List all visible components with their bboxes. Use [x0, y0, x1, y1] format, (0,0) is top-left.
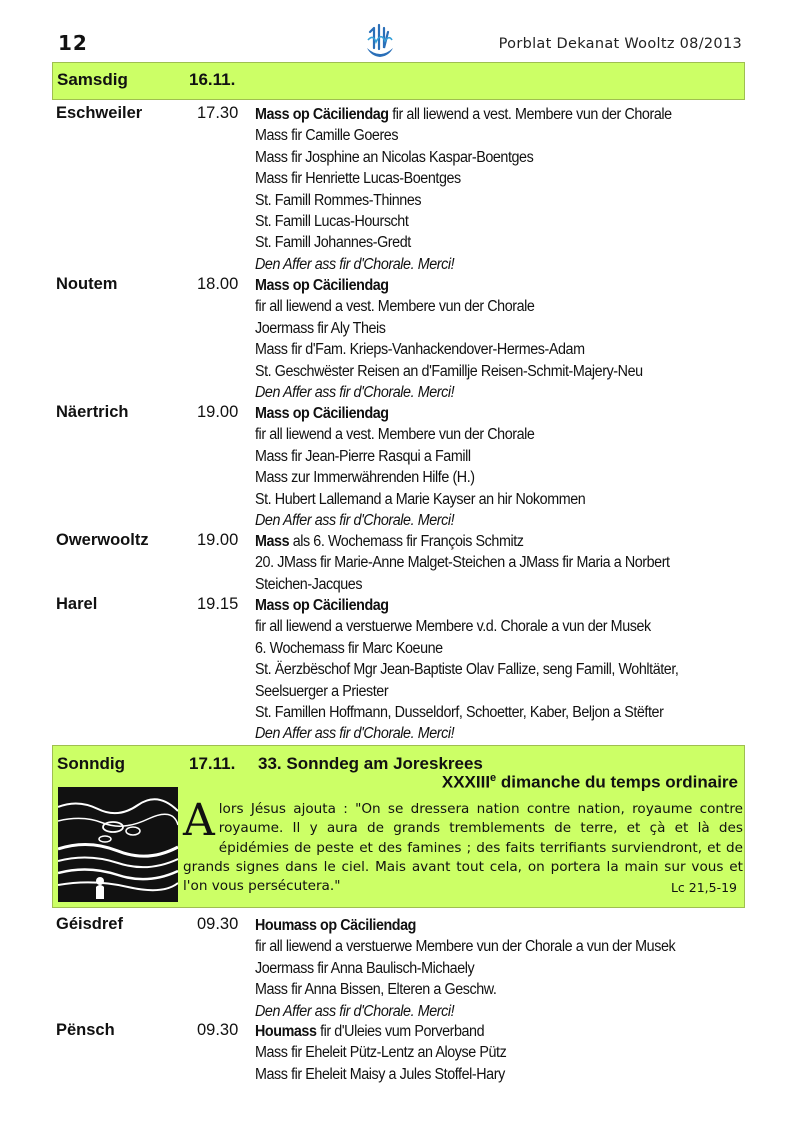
- intention-line: St. Famillen Hoffmann, Dusseldorf, Schoetter, Kaber, Beljon a Stëfter: [255, 704, 664, 722]
- gospel-quote: [183, 795, 743, 896]
- page-header: [0, 0, 800, 62]
- mass-time: 19.00: [197, 403, 239, 421]
- intention-line: St. Äerzbëschof Mgr Jean-Baptiste Olav Fallize, seng Famill, Wohltäter,: [255, 661, 679, 679]
- mass-type: Mass op Cäciliendag: [255, 405, 389, 422]
- offering-note: Den Affer ass fir d'Chorale. Merci!: [255, 1002, 455, 1020]
- page-number: 12: [58, 31, 88, 55]
- intention-line: St. Geschwëster Reisen an d'Famillje Reisen-Schmit-Majery-Neu: [255, 362, 643, 380]
- intention-line: fir all liewend a verstuerwe Membere vun der Chorale a vun der Musek: [255, 938, 676, 956]
- day-name: Samsdig: [57, 70, 128, 89]
- quote-text: lors Jésus ajouta : "On se dressera nation contre nation, royaume contre royaume. Il y aura de grands tremblements de terre, et çà et là des épidémies de peste et des famines ; des faits terrifiants surviendront, et de grands signes dans le ciel. Mais avant tout cela, on portera la main sur vous et l'on vous persécutera.": [183, 801, 743, 895]
- mass-type: Mass op Cäciliendag: [255, 106, 389, 123]
- offering-note: Den Affer ass fir d'Chorale. Merci!: [255, 725, 455, 743]
- day-date: 16.11.: [189, 70, 236, 89]
- place-name: Géisdref: [56, 915, 123, 933]
- intention-line: Mass fir d'Fam. Krieps-Vanhackendover-Hermes-Adam: [255, 341, 585, 359]
- mass-type: Houmass: [255, 1023, 317, 1040]
- intention-line: Mass fir Eheleit Pütz-Lentz an Aloyse Pütz: [255, 1044, 507, 1062]
- intention-line: Mass fir Henriette Lucas-Boentges: [255, 170, 461, 188]
- mass-intention: fir d'Uleies vum Porverband: [316, 1023, 485, 1040]
- publication-title: Porblat Dekanat Wooltz 08/2013: [498, 36, 742, 52]
- woodcut-illustration: [58, 787, 178, 902]
- day-date: 17.11.: [189, 754, 236, 773]
- intention-line: fir all liewend a vest. Membere vun der Chorale: [255, 426, 535, 444]
- day-name: Sonndig: [57, 754, 125, 773]
- intention-line: St. Hubert Lallemand a Marie Kayser an hir Nokommen: [255, 490, 586, 508]
- place-name: Noutem: [56, 275, 118, 293]
- mass-type: Houmass op Cäciliendag: [255, 917, 417, 934]
- intention-line: Mass fir Eheleit Maisy a Jules Stoffel-Hary: [255, 1065, 505, 1083]
- offering-note: Den Affer ass fir d'Chorale. Merci!: [255, 255, 455, 273]
- quote-reference: Lc 21,5-19: [670, 880, 737, 896]
- intention-line: St. Famill Rommes-Thinnes: [255, 191, 422, 209]
- liturgy-subtitle: XXXIIIe dimanche du temps ordinaire: [441, 772, 738, 792]
- intention-line: 6. Wochemass fir Marc Koeune: [255, 639, 443, 657]
- intention-line: Joermass fir Anna Baulisch-Michaely: [255, 959, 475, 977]
- mass-type: Mass op Cäciliendag: [255, 277, 389, 294]
- liturgy-title: 33. Sonndeg am Joreskrees: [258, 754, 483, 773]
- mass-type: Mass op Cäciliendag: [255, 597, 389, 614]
- offering-note: Den Affer ass fir d'Chorale. Merci!: [255, 384, 455, 402]
- intention-line: Mass fir Anna Bissen, Elteren a Geschw.: [255, 981, 497, 999]
- mass-time: 19.15: [197, 595, 239, 613]
- mass-intention: als 6. Wochemass fir François Schmitz: [289, 533, 524, 550]
- intention-line: Mass fir Camille Goeres: [255, 127, 399, 145]
- place-name: Eschweiler: [56, 104, 143, 122]
- dekanat-logo-icon: [363, 22, 397, 62]
- mass-time: 09.30: [197, 915, 239, 933]
- intention-line: Steichen-Jacques: [255, 575, 363, 593]
- intention-line: fir all liewend a vest. Membere vun der Chorale: [255, 298, 535, 316]
- place-name: Pënsch: [56, 1021, 115, 1039]
- offering-note: Den Affer ass fir d'Chorale. Merci!: [255, 512, 455, 530]
- mass-time: 19.00: [197, 531, 239, 549]
- mass-time: 18.00: [197, 275, 239, 293]
- quote-dropcap: A: [183, 795, 215, 846]
- intention-line: St. Famill Johannes-Gredt: [255, 234, 411, 252]
- intention-line: 20. JMass fir Marie-Anne Malget-Steichen a JMass fir Maria a Norbert: [255, 554, 670, 572]
- intention-line: Seelsuerger a Priester: [255, 682, 389, 700]
- saturday-band: [52, 62, 745, 100]
- intention-line: Mass zur Immerwährenden Hilfe (H.): [255, 469, 475, 487]
- mass-intention: fir all liewend a vest. Membere vun der Chorale: [388, 106, 672, 123]
- intention-line: Joermass fir Aly Theis: [255, 319, 386, 337]
- intention-line: Mass fir Josphine an Nicolas Kaspar-Boentges: [255, 148, 534, 166]
- place-name: Näertrich: [56, 403, 129, 421]
- mass-time: 17.30: [197, 104, 239, 122]
- intention-line: fir all liewend a verstuerwe Membere v.d. Chorale a vun der Musek: [255, 618, 651, 636]
- place-name: Owerwooltz: [56, 531, 149, 549]
- place-name: Harel: [56, 595, 98, 613]
- mass-type: Mass: [255, 533, 290, 550]
- mass-time: 09.30: [197, 1021, 239, 1039]
- intention-line: Mass fir Jean-Pierre Rasqui a Famill: [255, 447, 471, 465]
- intention-line: St. Famill Lucas-Hourscht: [255, 213, 409, 231]
